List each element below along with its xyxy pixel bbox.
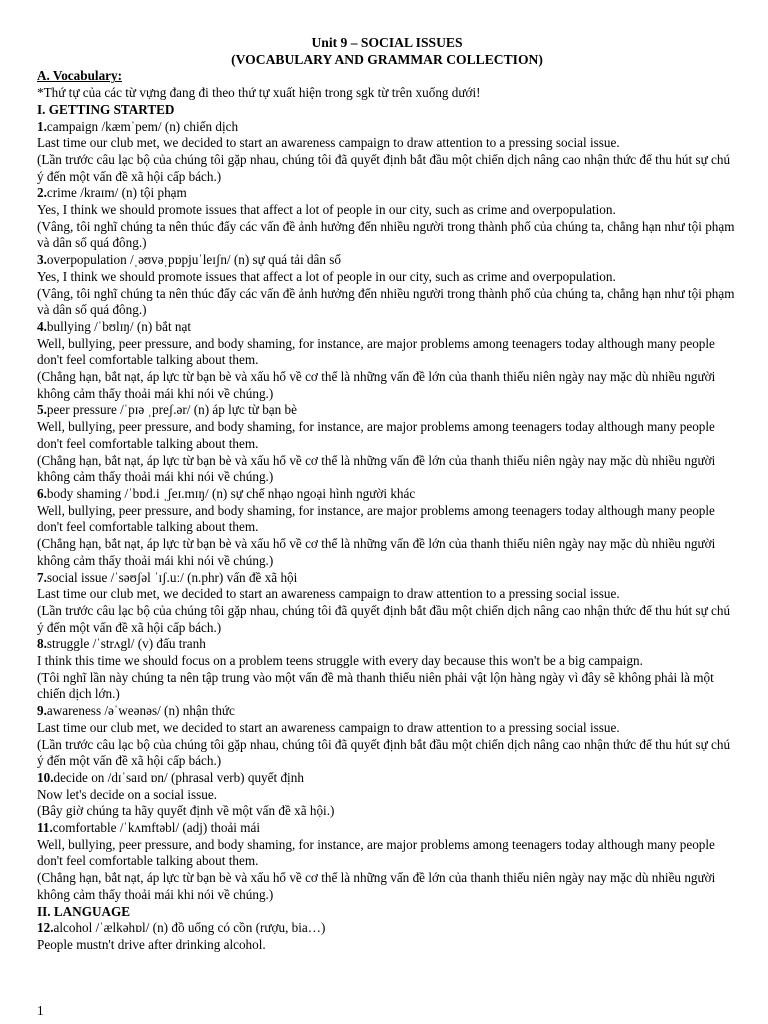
entry-example: Yes, I think we should promote issues that affect a lot of people in our city, such as crime and overpopulation. xyxy=(37,202,616,218)
entry-translation: (Tôi nghĩ lần này chúng ta nên tập trung vào một vấn đề mà thanh thiếu niên phải vật lộn hàng ngày vì đây sẽ không phải là một chiến dịch lớn.) xyxy=(37,669,714,702)
vocab-entry xyxy=(37,486,737,570)
entry-example: Yes, I think we should promote issues that affect a lot of people in our city, such as crime and overpopulation. xyxy=(37,268,616,284)
entry-example: Well, bullying, peer pressure, and body shaming, for instance, are major problems among teenagers today although many people don't feel comfortable talking about them. xyxy=(37,335,715,368)
entry-translation: (Vâng, tôi nghĩ chúng ta nên thúc đẩy các vấn đề ảnh hưởng đến nhiều người trong thành phố của chúng ta, chẳng hạn như tội phạm và dân số quá đông.) xyxy=(37,285,735,318)
entry-number: 4. xyxy=(37,318,47,334)
entry-example: Well, bullying, peer pressure, and body shaming, for instance, are major problems among teenagers today although many people don't feel comfortable talking about them. xyxy=(37,502,715,535)
entry-translation: (Lần trước câu lạc bộ của chúng tôi gặp nhau, chúng tôi đã quyết định bắt đầu một chiến dịch nâng cao nhận thức để thu hút sự chú ý đến một vấn đề xã hội cấp bách.) xyxy=(37,151,731,184)
entry-translation: (Lần trước câu lạc bộ của chúng tôi gặp nhau, chúng tôi đã quyết định bắt đầu một chiến dịch nâng cao nhận thức để thu hút sự chú ý đến một vấn đề xã hội cấp bách.) xyxy=(37,602,731,635)
vocab-term-line xyxy=(37,319,737,336)
vocab-entry xyxy=(37,319,737,403)
entry-term: alcohol /ˈælkəhɒl/ (n) đồ uống có cồn (rượu, bia…) xyxy=(53,920,326,936)
page-number: 1 xyxy=(37,1003,44,1018)
entry-number: 1. xyxy=(37,118,47,134)
vocab-entry xyxy=(37,119,737,186)
vocab-term-line xyxy=(37,402,737,419)
entry-translation: (Chẳng hạn, bắt nạt, áp lực từ bạn bè và xấu hổ về cơ thể là những vấn đề lớn của thanh thiếu niên ngày nay mặc dù nhiều người không cảm thấy thoải mái khi nói về chúng.) xyxy=(37,452,716,485)
entry-example: Last time our club met, we decided to start an awareness campaign to draw attention to a pressing social issue. xyxy=(37,135,620,151)
section-getting-started: I. GETTING STARTED xyxy=(37,101,175,117)
vocab-entry xyxy=(37,402,737,486)
entry-term: bullying /ˈbʊlɪŋ/ (n) bắt nạt xyxy=(46,318,192,334)
entry-translation: (Chẳng hạn, bắt nạt, áp lực từ bạn bè và xấu hổ về cơ thể là những vấn đề lớn của thanh thiếu niên ngày nay mặc dù nhiều người không cảm thấy thoải mái khi nói về chúng.) xyxy=(37,536,716,568)
entry-term: campaign /kæmˈpem/ (n) chiến dịch xyxy=(46,118,239,134)
vocab-entry xyxy=(37,820,737,904)
entry-term: awareness /əˈweənəs/ (n) nhận thức xyxy=(46,703,235,719)
collection-subtitle: (VOCABULARY AND GRAMMAR COLLECTION) xyxy=(231,51,543,67)
entry-term: body shaming /ˈbɒd.i ˌʃeɪ.mɪŋ/ (n) sự chế nhạo ngoại hình người khác xyxy=(46,485,416,501)
entry-term: peer pressure /ˈpɪə ˌpreʃ.ər/ (n) áp lực từ bạn bè xyxy=(46,402,297,418)
entry-example: Well, bullying, peer pressure, and body shaming, for instance, are major problems among teenagers today although many people don't feel comfortable talking about them. xyxy=(37,419,715,451)
entry-term: comfortable /ˈkʌmftəbl/ (adj) thoải mái xyxy=(52,820,261,836)
entry-number: 5. xyxy=(37,402,47,418)
vocab-term-line xyxy=(37,570,737,587)
entry-example: Last time our club met, we decided to start an awareness campaign to draw attention to a pressing social issue. xyxy=(37,719,620,735)
vocab-term-line xyxy=(37,636,737,653)
entry-number: 2. xyxy=(37,185,47,201)
vocab-entry xyxy=(37,185,737,252)
entry-translation: (Vâng, tôi nghĩ chúng ta nên thúc đẩy các vấn đề ảnh hưởng đến nhiều người trong thành phố của chúng ta, chẳng hạn như tội phạm và dân số quá đông.) xyxy=(37,218,735,251)
vocab-entry xyxy=(37,920,737,953)
entry-example: Well, bullying, peer pressure, and body shaming, for instance, are major problems among teenagers today although many people don't feel comfortable talking about them. xyxy=(37,836,715,869)
entry-translation: (Lần trước câu lạc bộ của chúng tôi gặp nhau, chúng tôi đã quyết định bắt đầu một chiến dịch nâng cao nhận thức để thu hút sự chú ý đến một vấn đề xã hội cấp bách.) xyxy=(37,736,731,769)
vocab-term-line xyxy=(37,252,737,269)
vocab-term-line xyxy=(37,185,737,202)
entry-number: 12. xyxy=(37,920,54,936)
vocabulary-heading: A. Vocabulary: xyxy=(37,68,122,84)
unit-title: Unit 9 – SOCIAL ISSUES xyxy=(311,35,463,50)
vocab-term-line xyxy=(37,820,737,837)
entry-term: struggle /ˈstrʌgl/ (v) đấu tranh xyxy=(46,636,206,652)
entry-translation: (Bây giờ chúng ta hãy quyết định về một vấn đề xã hội.) xyxy=(37,803,335,819)
entry-example: Now let's decide on a social issue. xyxy=(37,786,217,802)
document-page xyxy=(37,35,737,954)
entry-example: People mustn't drive after drinking alcohol. xyxy=(37,936,266,952)
entry-translation: (Chẳng hạn, bắt nạt, áp lực từ bạn bè và xấu hổ về cơ thể là những vấn đề lớn của thanh thiếu niên ngày nay mặc dù nhiều người không cảm thấy thoải mái khi nói về chúng.) xyxy=(37,870,716,902)
entry-term: decide on /dɪˈsaɪd ɒn/ (phrasal verb) quyết định xyxy=(53,769,304,785)
entry-example: I think this time we should focus on a problem teens struggle with every day because this won't be a big campaign. xyxy=(37,653,643,669)
entry-number: 8. xyxy=(37,636,47,652)
vocab-entry xyxy=(37,636,737,703)
entry-term: crime /kraɪm/ (n) tội phạm xyxy=(46,185,187,201)
entry-number: 9. xyxy=(37,703,47,719)
entry-number: 7. xyxy=(37,569,47,585)
vocab-entry xyxy=(37,770,737,820)
entry-number: 3. xyxy=(37,252,47,268)
vocab-term-line xyxy=(37,770,737,787)
entry-number: 11. xyxy=(37,820,53,836)
entry-term: overpopulation /ˌəʊvəˌpɒpjuˈleɪʃn/ (n) sự quá tải dân số xyxy=(46,252,342,268)
entries-language xyxy=(37,920,737,953)
vocab-entry xyxy=(37,252,737,319)
intro-note: *Thứ tự của các từ vựng đang đi theo thứ tự xuất hiện trong sgk từ trên xuống dưới! xyxy=(37,85,481,101)
entry-number: 6. xyxy=(37,485,47,501)
entry-translation: (Chẳng hạn, bắt nạt, áp lực từ bạn bè và xấu hổ về cơ thể là những vấn đề lớn của thanh thiếu niên ngày nay mặc dù nhiều người không cảm thấy thoải mái khi nói về chúng.) xyxy=(37,369,716,401)
entry-example: Last time our club met, we decided to start an awareness campaign to draw attention to a pressing social issue. xyxy=(37,586,620,602)
vocab-term-line xyxy=(37,486,737,503)
section-language: II. LANGUAGE xyxy=(37,903,131,919)
vocab-entry xyxy=(37,570,737,637)
vocab-term-line xyxy=(37,920,737,937)
entries-getting-started xyxy=(37,119,737,904)
vocab-term-line xyxy=(37,703,737,720)
vocab-term-line xyxy=(37,119,737,136)
vocab-entry xyxy=(37,703,737,770)
entry-number: 10. xyxy=(37,769,54,785)
entry-term: social issue /ˈsəʊʃəl ˈɪʃ.uː/ (n.phr) vấn đề xã hội xyxy=(46,569,298,585)
